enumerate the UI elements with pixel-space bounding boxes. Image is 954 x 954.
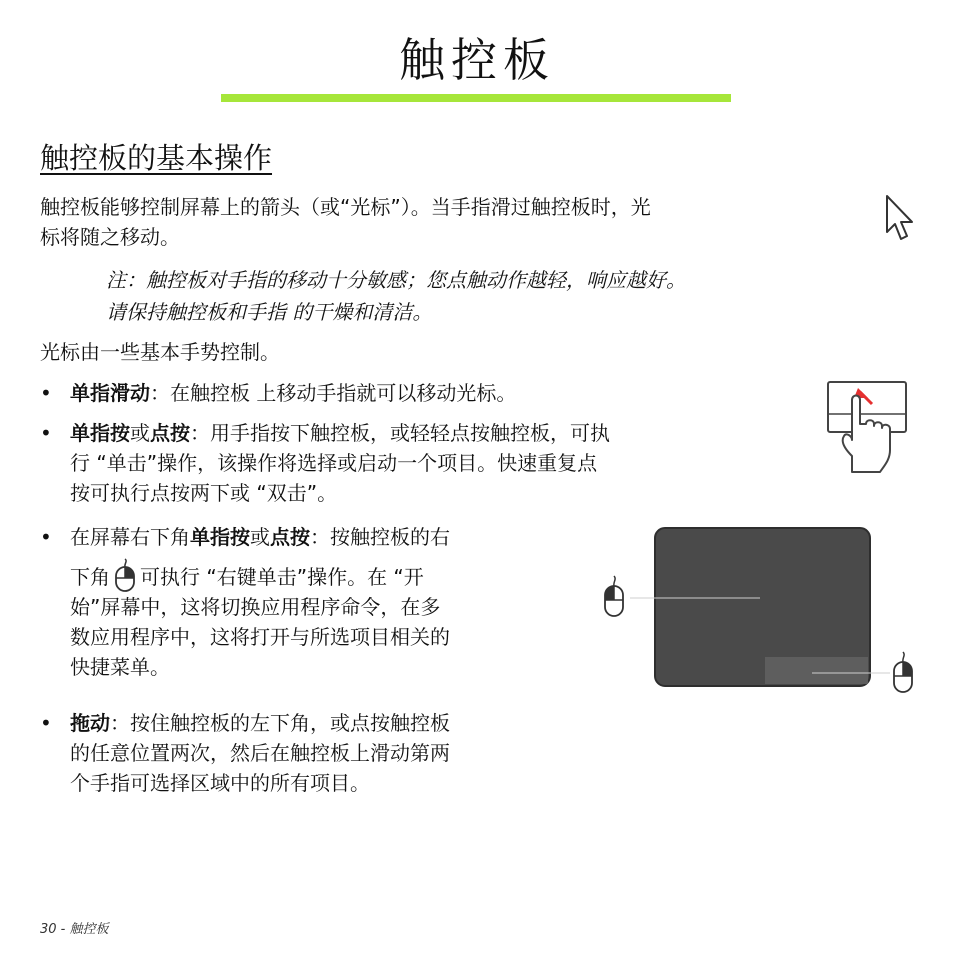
- gestures-intro: 光标由一些基本手势控制。: [40, 340, 280, 364]
- bullet-bottom-right-press: [70, 522, 590, 682]
- bullet-3-pre: 在屏幕右下角: [70, 525, 190, 549]
- bullet-1-text: ：在触控板 上移动手指就可以移动光标。: [150, 381, 517, 405]
- bullet-3-line-4: 数应用程序中，这将打开与所选项目相关的: [70, 625, 450, 649]
- bullet-2-line-2: 行 “单击”操作，该操作将选择或启动一个项目。快速重复点: [70, 451, 598, 475]
- bullet-3-bold-1: 单指按: [190, 525, 250, 549]
- section-title: 触控板的基本操作: [40, 141, 273, 175]
- intro-line-1: 触控板能够控制屏幕上的箭头（或“光标”）。当手指滑过触控板时，光: [40, 195, 651, 219]
- bullet-4-line-2: 的任意位置两次，然后在触控板上滑动第两: [70, 741, 450, 765]
- bullet-1-bold: 单指滑动: [70, 381, 150, 405]
- bullet-3-text-1: ：按触控板的右: [310, 525, 450, 549]
- right-mouse-icon: [894, 652, 912, 692]
- touchpad-illustration: [600, 526, 920, 698]
- bullet-3-mid: 或: [250, 525, 270, 549]
- note-line-1: 注：触控板对手指的移动十分敏感；您点触动作越轻，响应越好。: [106, 268, 686, 292]
- finger-on-touchpad-icon: [826, 380, 910, 478]
- bullet-4-line-3: 个手指可选择区域中的所有项目。: [70, 771, 370, 795]
- bullet-marker: •: [40, 381, 52, 405]
- bullet-3-line-5: 快捷菜单。: [70, 655, 170, 679]
- bullet-4-bold: 拖动: [70, 711, 110, 735]
- bullet-2-line-3: 按可执行点按两下或 “双击”。: [70, 481, 338, 505]
- note-block: [106, 264, 906, 328]
- note-line-2: 请保持触控板和手指 的干燥和清洁。: [106, 300, 433, 324]
- bullet-2-bold-1: 单指按: [70, 421, 130, 445]
- bullet-3-line-2b: 可执行 “右键单击”操作。在 “开: [140, 565, 424, 589]
- title-underline-bar: [221, 94, 731, 102]
- bullet-marker: •: [40, 525, 52, 549]
- bullet-drag: [70, 708, 590, 798]
- bullet-4-text-1: ：按住触控板的左下角，或点按触控板: [110, 711, 450, 735]
- intro-paragraph: [40, 192, 900, 252]
- mouse-icon: [114, 558, 136, 592]
- intro-line-2: 标将随之移动。: [40, 225, 180, 249]
- bullet-2-text-1: ：用手指按下触控板，或轻轻点按触控板，可执: [190, 421, 610, 445]
- bullet-single-finger-slide: [70, 378, 810, 408]
- arrow-cursor-icon: [884, 194, 916, 244]
- bullet-single-press-tap: [70, 418, 820, 508]
- bullet-3-line-2a: 下角: [70, 565, 110, 589]
- bullet-3-bold-2: 点按: [270, 525, 310, 549]
- page-footer: 30 - 触控板: [40, 922, 109, 937]
- bullet-3-line-3: 始”屏幕中，这将切换应用程序命令，在多: [70, 595, 441, 619]
- bullet-2-bold-2: 点按: [150, 421, 190, 445]
- bullet-marker: •: [40, 711, 52, 735]
- bullet-2-mid: 或: [130, 421, 150, 445]
- bullet-marker: •: [40, 421, 52, 445]
- page-title: 触控板: [399, 33, 555, 87]
- left-mouse-icon: [605, 576, 623, 616]
